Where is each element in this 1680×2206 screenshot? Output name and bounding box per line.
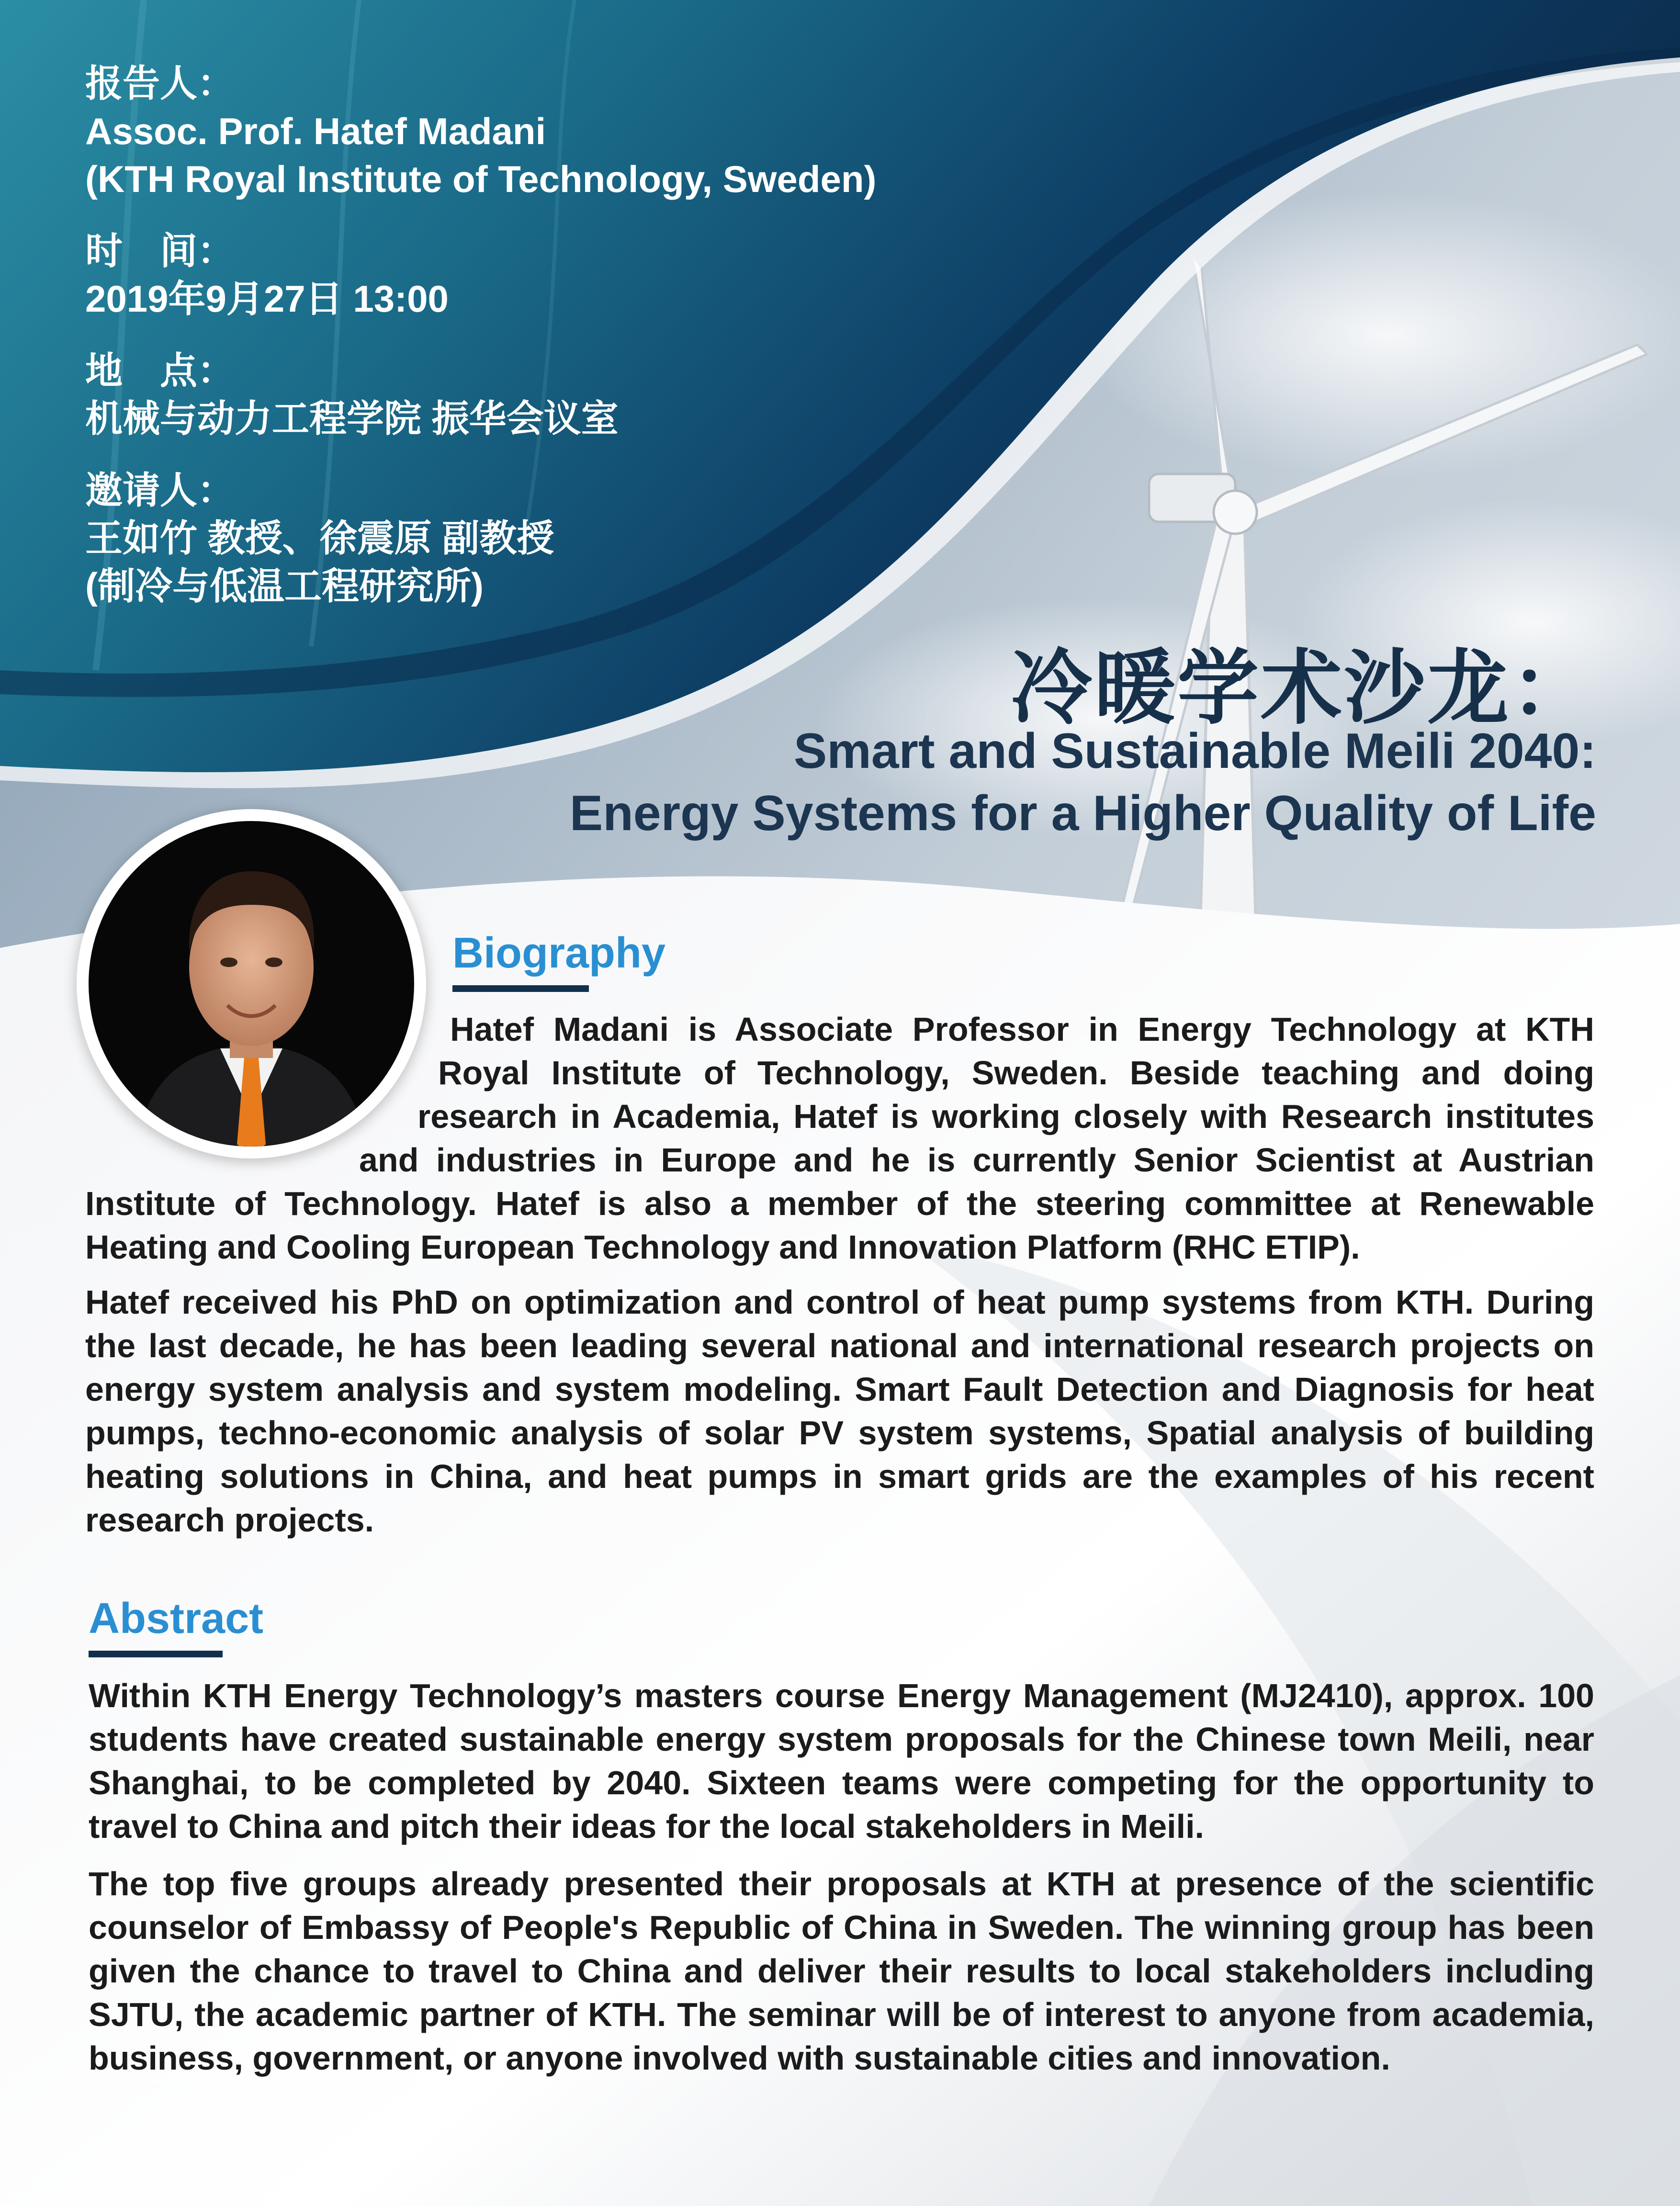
salon-title-zh: 冷暖学术沙龙： — [1010, 641, 1594, 736]
abstract-heading: Abstract — [89, 1595, 264, 1643]
biography-line-2-wrap — [438, 1051, 1594, 1095]
biography-line-1-wrap — [450, 1008, 1594, 1051]
speaker-label: 报告人： — [85, 62, 235, 104]
biography-paragraph-2: Hatef received his PhD on optimization and control of heat pump systems from KTH. During the last decade, he has been leading several national and international research projects on energy system analysis and system modeling. Smart Fault Detection and Diagnosis for heat pumps, techno-economic analysis of solar PV system systems, Spatial analysis of building heating solutions in China, and heat pumps in smart grids are the examples of his recent research projects. — [85, 1283, 1594, 1539]
location-label: 地 点： — [85, 349, 235, 392]
biography-underline — [452, 985, 589, 992]
biography-line-4: and industries in Europe and he is currently Senior Scientist at Austrian — [359, 1141, 1594, 1179]
inviter-institute: (制冷与低温工程研究所) — [85, 565, 484, 607]
biography-heading: Biography — [452, 929, 666, 977]
speaker-name: Assoc. Prof. Hatef Madani — [85, 110, 546, 152]
biography-line-3-wrap — [417, 1095, 1594, 1138]
biography-line-3: research in Academia, Hatef is working closely with Research institutes — [417, 1098, 1594, 1135]
time-value: 2019年9月27日 13:00 — [85, 278, 449, 320]
location-value: 机械与动力工程学院 振华会议室 — [85, 397, 619, 439]
biography-line-1: Hatef Madani is Associate Professor in Energy Technology at KTH — [450, 1011, 1594, 1048]
talk-title-line1: Smart and Sustainable Meili 2040: — [793, 723, 1596, 779]
speaker-portrait — [77, 809, 426, 1159]
inviter-names: 王如竹 教授、徐震原 副教授 — [85, 517, 554, 559]
abstract-underline — [89, 1651, 223, 1657]
talk-title-line2: Energy Systems for a Higher Quality of Life — [569, 786, 1596, 841]
biography-paragraph-1-rest: Institute of Technology. Hatef is also a member of the steering committee at Renewable Heating and Cooling European Technology and Innovation Platform (RHC ETIP). — [85, 1185, 1594, 1266]
portrait-illustration — [77, 809, 426, 1159]
inviter-label: 邀请人： — [85, 469, 235, 511]
biography-line-2: Royal Institute of Technology, Sweden. Beside teaching and doing — [438, 1054, 1594, 1092]
speaker-affiliation: (KTH Royal Institute of Technology, Sweden) — [85, 158, 877, 200]
time-label: 时 间： — [85, 230, 235, 272]
abstract-paragraph-2: The top five groups already presented their proposals at KTH at presence of the scientific counselor of Embassy of People's Republic of China in Sweden. The winning group has been given the chance to travel to China and deliver their results to local stakeholders including SJTU, the academic partner of KTH. The seminar will be of interest to anyone from academia, business, government, or anyone involved with sustainable cities and innovation. — [89, 1865, 1594, 2077]
biography-line-4-wrap — [359, 1138, 1594, 1182]
abstract-paragraph-1: Within KTH Energy Technology’s masters course Energy Management (MJ2410), approx. 100 students have created sustainable energy system proposals for the Chinese town Meili, near Shanghai, to be completed by 2040. Sixteen teams were competing for the opportunity to travel to China and pitch their ideas for the local stakeholders in Meili. — [89, 1677, 1594, 1845]
